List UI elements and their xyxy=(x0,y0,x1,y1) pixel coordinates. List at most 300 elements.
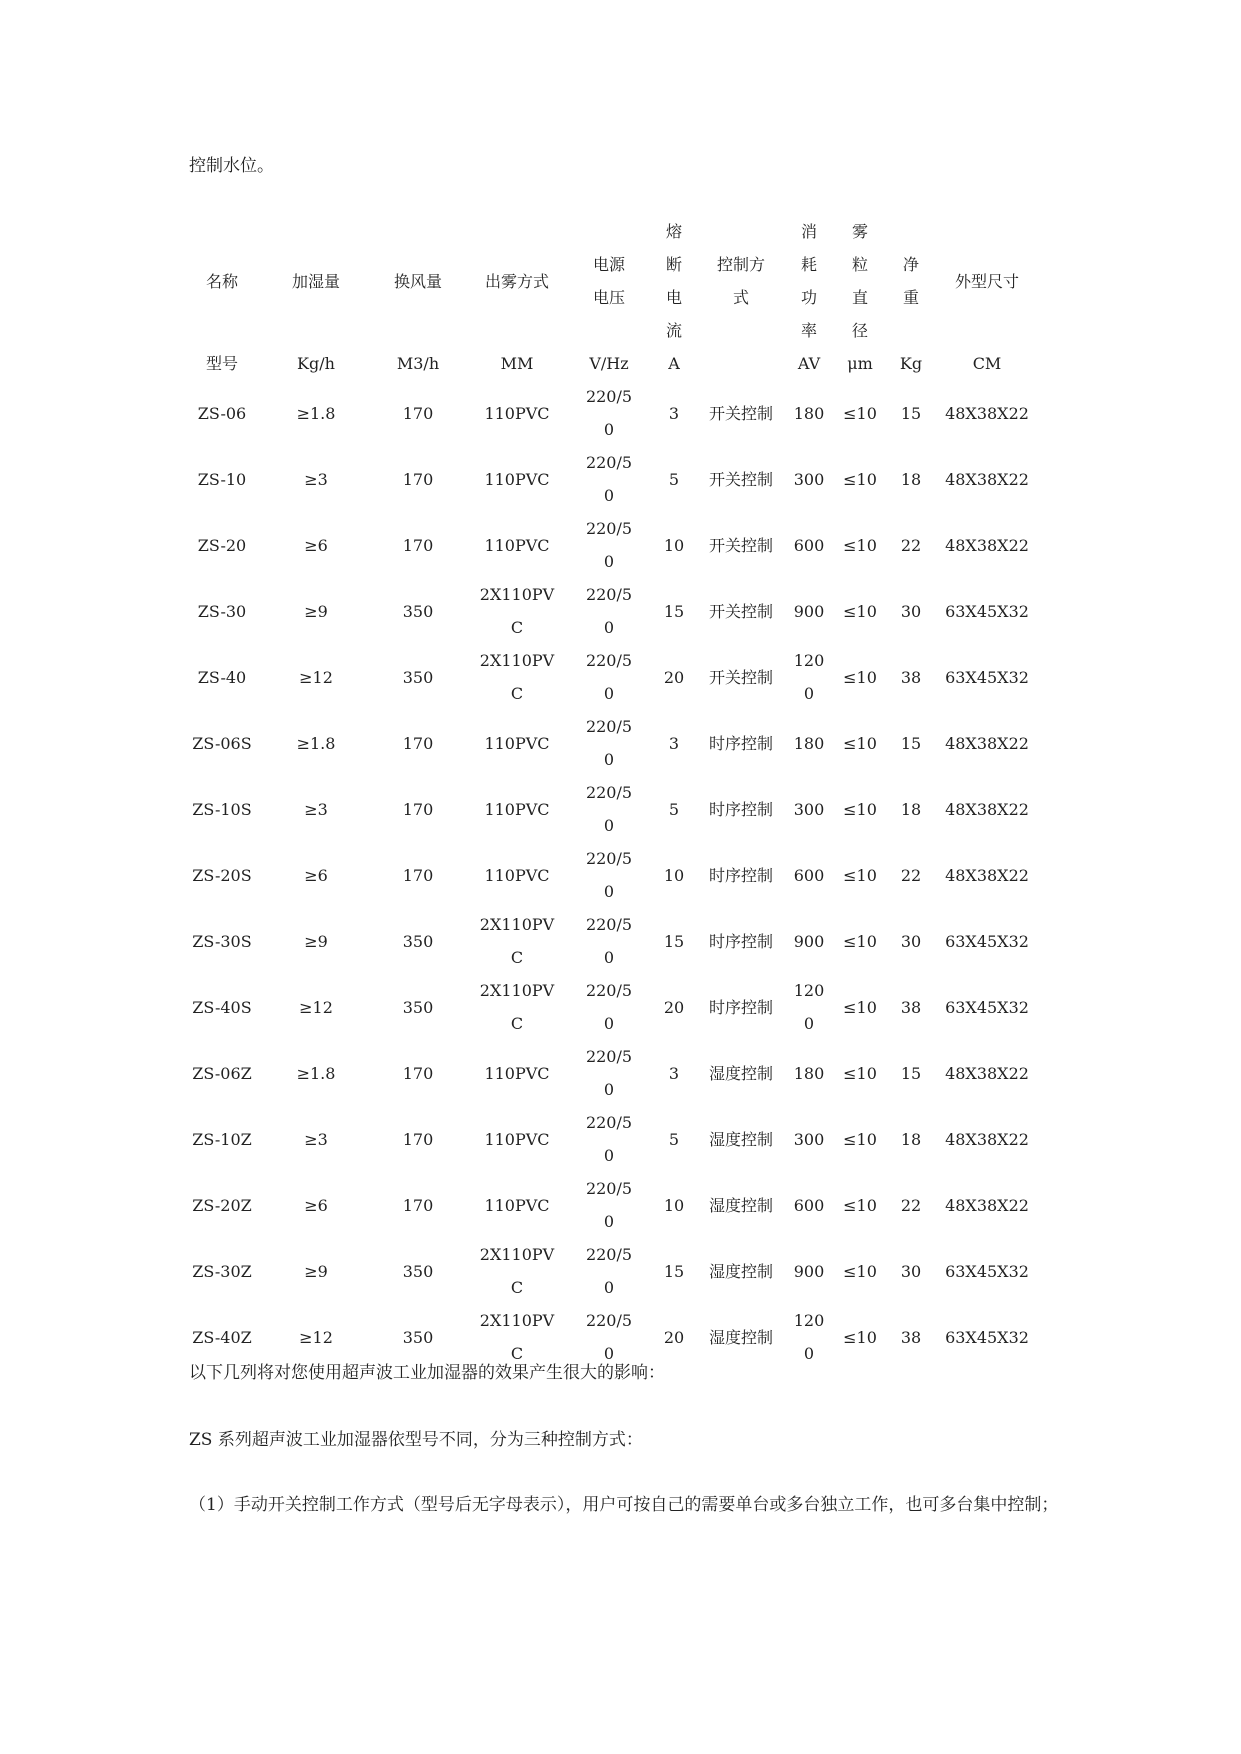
voltage-cell-text: 220/50 xyxy=(585,453,633,505)
control-mode-cell-text: 湿度控制 xyxy=(709,1261,774,1281)
humidification-cell-text: ≥12 xyxy=(299,1327,333,1347)
airflow-cell-text: 170 xyxy=(402,865,434,885)
voltage-cell-text: 220/50 xyxy=(585,519,633,571)
unit-cell: μm xyxy=(847,354,873,373)
fuse-cell xyxy=(652,446,696,512)
size-cell-text: 48X38X22 xyxy=(945,865,1029,885)
weight-cell-text: 38 xyxy=(900,1327,922,1347)
header-cell xyxy=(368,215,468,347)
weight-cell-text: 30 xyxy=(900,601,922,621)
power-cell xyxy=(786,1238,832,1304)
mist-outlet-cell xyxy=(468,1106,566,1172)
airflow-cell xyxy=(368,1238,468,1304)
weight-cell-text: 38 xyxy=(900,667,922,687)
size-cell-text: 48X38X22 xyxy=(945,403,1029,423)
unit-cell: 型号 xyxy=(205,354,238,373)
control-mode-cell xyxy=(696,908,786,974)
airflow-cell xyxy=(368,842,468,908)
mist-outlet-cell-text: 2X110PVC xyxy=(479,651,555,703)
model-cell-text: ZS-10 xyxy=(197,469,247,489)
weight-cell xyxy=(888,578,934,644)
voltage-cell xyxy=(566,1106,652,1172)
header-cell xyxy=(786,215,832,347)
model-cell xyxy=(180,908,264,974)
humidification-cell xyxy=(264,974,368,1040)
particle-cell-text: ≤10 xyxy=(843,931,877,951)
power-cell-text: 900 xyxy=(793,931,825,951)
weight-cell-text: 22 xyxy=(900,1195,922,1215)
particle-cell-text: ≤10 xyxy=(843,733,877,753)
airflow-cell-text: 350 xyxy=(402,931,434,951)
fuse-cell xyxy=(652,710,696,776)
airflow-cell xyxy=(368,1172,468,1238)
voltage-cell xyxy=(566,710,652,776)
fuse-cell xyxy=(652,512,696,578)
airflow-cell-text: 170 xyxy=(402,799,434,819)
humidification-cell-text: ≥1.8 xyxy=(296,733,336,753)
model-cell xyxy=(180,512,264,578)
size-cell-text: 48X38X22 xyxy=(945,1063,1029,1083)
voltage-cell xyxy=(566,974,652,1040)
weight-cell xyxy=(888,908,934,974)
size-cell-text: 63X45X32 xyxy=(945,1327,1029,1347)
voltage-cell xyxy=(566,842,652,908)
mist-outlet-cell-text: 2X110PVC xyxy=(479,585,555,637)
mist-outlet-cell xyxy=(468,710,566,776)
control-mode-cell-text: 开关控制 xyxy=(709,469,774,489)
mist-outlet-cell xyxy=(468,512,566,578)
humidification-cell xyxy=(264,908,368,974)
unit-row xyxy=(180,347,1040,380)
particle-cell-text: ≤10 xyxy=(843,1261,877,1281)
unit-cell: Kg/h xyxy=(297,354,335,373)
voltage-cell-text: 220/50 xyxy=(585,981,633,1033)
control-mode-cell xyxy=(696,446,786,512)
weight-cell xyxy=(888,776,934,842)
weight-cell-text: 22 xyxy=(900,865,922,885)
power-cell-text: 600 xyxy=(793,1195,825,1215)
power-cell xyxy=(786,710,832,776)
humidification-cell xyxy=(264,1238,368,1304)
fuse-cell xyxy=(652,974,696,1040)
particle-cell xyxy=(832,1106,888,1172)
power-cell-text: 180 xyxy=(793,733,825,753)
header-label: 名称 xyxy=(205,271,238,291)
power-cell-text: 900 xyxy=(793,1261,825,1281)
control-mode-cell xyxy=(696,1172,786,1238)
model-cell xyxy=(180,644,264,710)
power-cell xyxy=(786,1172,832,1238)
table-row xyxy=(180,974,1040,1040)
particle-cell-text: ≤10 xyxy=(843,601,877,621)
weight-cell-text: 22 xyxy=(900,535,922,555)
model-cell-text: ZS-10Z xyxy=(192,1129,252,1149)
control-mode-cell-text: 湿度控制 xyxy=(709,1195,774,1215)
particle-cell xyxy=(832,1238,888,1304)
table-row xyxy=(180,644,1040,710)
particle-cell xyxy=(832,1040,888,1106)
airflow-cell-text: 350 xyxy=(402,601,434,621)
power-cell-text: 600 xyxy=(793,865,825,885)
fuse-cell-text: 10 xyxy=(663,535,685,555)
model-cell-text: ZS-40 xyxy=(197,667,247,687)
particle-cell-text: ≤10 xyxy=(843,469,877,489)
size-cell xyxy=(934,446,1040,512)
mist-outlet-cell-text: 2X110PVC xyxy=(479,1245,555,1297)
weight-cell-text: 15 xyxy=(900,1063,922,1083)
control-mode-cell-text: 湿度控制 xyxy=(709,1129,774,1149)
mist-outlet-cell xyxy=(468,974,566,1040)
model-cell-text: ZS-40Z xyxy=(192,1327,252,1347)
mist-outlet-cell-text: 110PVC xyxy=(484,733,550,753)
voltage-cell-text: 220/50 xyxy=(585,387,633,439)
control-mode-cell-text: 开关控制 xyxy=(709,601,774,621)
size-cell-text: 48X38X22 xyxy=(945,1195,1029,1215)
weight-cell-text: 18 xyxy=(900,799,922,819)
model-cell xyxy=(180,710,264,776)
mist-outlet-cell xyxy=(468,908,566,974)
header-cell xyxy=(696,215,786,347)
control-mode-cell-text: 开关控制 xyxy=(709,667,774,687)
header-cell xyxy=(832,215,888,347)
size-cell xyxy=(934,710,1040,776)
fuse-cell xyxy=(652,578,696,644)
fuse-cell xyxy=(652,1106,696,1172)
particle-cell xyxy=(832,710,888,776)
fuse-cell-text: 20 xyxy=(663,1327,685,1347)
weight-cell xyxy=(888,446,934,512)
model-cell xyxy=(180,578,264,644)
fuse-cell-text: 20 xyxy=(663,667,685,687)
airflow-cell-text: 170 xyxy=(402,535,434,555)
fuse-cell xyxy=(652,1040,696,1106)
size-cell xyxy=(934,578,1040,644)
control-mode-cell xyxy=(696,710,786,776)
size-cell-text: 48X38X22 xyxy=(945,733,1029,753)
humidification-cell xyxy=(264,578,368,644)
size-cell-text: 63X45X32 xyxy=(945,997,1029,1017)
unit-cell: A xyxy=(668,354,680,373)
weight-cell xyxy=(888,1040,934,1106)
control-mode-cell xyxy=(696,380,786,446)
header-cell xyxy=(468,215,566,347)
size-cell xyxy=(934,1106,1040,1172)
voltage-cell xyxy=(566,776,652,842)
mist-outlet-cell-text: 110PVC xyxy=(484,865,550,885)
weight-cell xyxy=(888,842,934,908)
intro-text: 控制水位。 xyxy=(189,156,274,176)
particle-cell xyxy=(832,974,888,1040)
control-mode-cell-text: 时序控制 xyxy=(709,865,774,885)
unit-cell: Kg xyxy=(899,354,923,373)
fuse-cell-text: 20 xyxy=(663,997,685,1017)
model-cell xyxy=(180,1040,264,1106)
weight-cell-text: 18 xyxy=(900,1129,922,1149)
mist-outlet-cell-text: 110PVC xyxy=(484,469,550,489)
humidification-cell-text: ≥12 xyxy=(299,667,333,687)
weight-cell-text: 38 xyxy=(900,997,922,1017)
power-cell xyxy=(786,1106,832,1172)
particle-cell-text: ≤10 xyxy=(843,1327,877,1347)
fuse-cell-text: 3 xyxy=(668,403,680,423)
humidification-cell xyxy=(264,776,368,842)
fuse-cell-text: 10 xyxy=(663,865,685,885)
unit-cell: MM xyxy=(500,354,534,373)
fuse-cell-text: 10 xyxy=(663,1195,685,1215)
voltage-cell-text: 220/50 xyxy=(585,651,633,703)
header-cell xyxy=(264,215,368,347)
paragraph-manual-control: （1）手动开关控制工作方式（型号后无字母表示），用户可按自己的需要单台或多台独立工作，也可多台集中控制； xyxy=(189,1495,1059,1515)
model-cell-text: ZS-20 xyxy=(197,535,247,555)
humidification-cell-text: ≥3 xyxy=(304,469,328,489)
header-cell xyxy=(934,215,1040,347)
model-cell-text: ZS-06Z xyxy=(192,1063,252,1083)
table-row xyxy=(180,512,1040,578)
model-cell-text: ZS-20Z xyxy=(192,1195,252,1215)
mist-outlet-cell-text: 2X110PVC xyxy=(479,915,555,967)
power-cell-text: 300 xyxy=(793,1129,825,1149)
fuse-cell-text: 3 xyxy=(668,1063,680,1083)
model-cell xyxy=(180,446,264,512)
model-cell xyxy=(180,1172,264,1238)
header-label: 雾粒直径 xyxy=(851,222,868,340)
model-cell xyxy=(180,380,264,446)
control-mode-cell xyxy=(696,974,786,1040)
fuse-cell xyxy=(652,1238,696,1304)
control-mode-cell xyxy=(696,1106,786,1172)
weight-cell xyxy=(888,1238,934,1304)
control-mode-cell xyxy=(696,512,786,578)
particle-cell xyxy=(832,842,888,908)
particle-cell xyxy=(832,578,888,644)
voltage-cell xyxy=(566,1238,652,1304)
power-cell xyxy=(786,380,832,446)
humidification-cell xyxy=(264,710,368,776)
size-cell-text: 48X38X22 xyxy=(945,469,1029,489)
model-cell-text: ZS-40S xyxy=(192,997,252,1017)
fuse-cell-text: 5 xyxy=(668,1129,680,1149)
header-label: 出雾方式 xyxy=(484,271,549,291)
control-mode-cell xyxy=(696,1040,786,1106)
model-cell-text: ZS-30S xyxy=(192,931,252,951)
mist-outlet-cell xyxy=(468,1238,566,1304)
size-cell-text: 63X45X32 xyxy=(945,601,1029,621)
airflow-cell-text: 170 xyxy=(402,469,434,489)
voltage-cell xyxy=(566,578,652,644)
voltage-cell xyxy=(566,512,652,578)
mist-outlet-cell xyxy=(468,842,566,908)
header-label: 消耗功率 xyxy=(800,222,817,340)
particle-cell-text: ≤10 xyxy=(843,535,877,555)
fuse-cell-text: 5 xyxy=(668,469,680,489)
size-cell xyxy=(934,776,1040,842)
fuse-cell-text: 15 xyxy=(663,601,685,621)
size-cell xyxy=(934,1238,1040,1304)
size-cell-text: 63X45X32 xyxy=(945,931,1029,951)
fuse-cell-text: 15 xyxy=(663,1261,685,1281)
power-cell xyxy=(786,578,832,644)
humidification-cell-text: ≥1.8 xyxy=(296,403,336,423)
mist-outlet-cell-text: 110PVC xyxy=(484,1063,550,1083)
header-label: 净重 xyxy=(902,255,919,307)
header-cell xyxy=(652,215,696,347)
size-cell-text: 48X38X22 xyxy=(945,799,1029,819)
power-cell-text: 180 xyxy=(793,1063,825,1083)
size-cell-text: 63X45X32 xyxy=(945,667,1029,687)
mist-outlet-cell-text: 110PVC xyxy=(484,799,550,819)
weight-cell-text: 18 xyxy=(900,469,922,489)
particle-cell-text: ≤10 xyxy=(843,1063,877,1083)
size-cell xyxy=(934,974,1040,1040)
airflow-cell xyxy=(368,710,468,776)
header-cell xyxy=(888,215,934,347)
size-cell-text: 63X45X32 xyxy=(945,1261,1029,1281)
particle-cell-text: ≤10 xyxy=(843,403,877,423)
size-cell-text: 48X38X22 xyxy=(945,1129,1029,1149)
header-label: 换风量 xyxy=(393,271,442,291)
particle-cell xyxy=(832,908,888,974)
airflow-cell xyxy=(368,974,468,1040)
fuse-cell xyxy=(652,1172,696,1238)
control-mode-cell xyxy=(696,644,786,710)
voltage-cell-text: 220/50 xyxy=(585,1179,633,1231)
mist-outlet-cell-text: 110PVC xyxy=(484,403,550,423)
mist-outlet-cell-text: 110PVC xyxy=(484,1195,550,1215)
model-cell-text: ZS-06S xyxy=(192,733,252,753)
table-row xyxy=(180,1106,1040,1172)
airflow-cell-text: 350 xyxy=(402,667,434,687)
control-mode-cell-text: 时序控制 xyxy=(709,997,774,1017)
mist-outlet-cell xyxy=(468,1172,566,1238)
model-cell xyxy=(180,1238,264,1304)
power-cell xyxy=(786,644,832,710)
table-row xyxy=(180,1172,1040,1238)
size-cell xyxy=(934,1040,1040,1106)
unit-cell xyxy=(696,347,786,380)
airflow-cell-text: 170 xyxy=(402,1063,434,1083)
particle-cell xyxy=(832,512,888,578)
fuse-cell xyxy=(652,776,696,842)
weight-cell xyxy=(888,1106,934,1172)
weight-cell xyxy=(888,512,934,578)
table-row xyxy=(180,710,1040,776)
mist-outlet-cell-text: 2X110PVC xyxy=(479,981,555,1033)
model-cell-text: ZS-10S xyxy=(192,799,252,819)
model-cell xyxy=(180,1106,264,1172)
weight-cell xyxy=(888,710,934,776)
control-mode-cell xyxy=(696,578,786,644)
weight-cell-text: 15 xyxy=(900,733,922,753)
unit-cell: AV xyxy=(797,354,821,373)
control-mode-cell-text: 湿度控制 xyxy=(709,1063,774,1083)
model-cell-text: ZS-06 xyxy=(197,403,247,423)
airflow-cell xyxy=(368,1040,468,1106)
fuse-cell-text: 5 xyxy=(668,799,680,819)
power-cell-text: 600 xyxy=(793,535,825,555)
airflow-cell xyxy=(368,446,468,512)
power-cell xyxy=(786,842,832,908)
header-row xyxy=(180,215,1040,347)
power-cell xyxy=(786,908,832,974)
mist-outlet-cell-text: 2X110PVC xyxy=(479,1311,555,1363)
power-cell-text: 900 xyxy=(793,601,825,621)
spec-table xyxy=(180,215,1040,1370)
voltage-cell-text: 220/50 xyxy=(585,717,633,769)
table-row xyxy=(180,842,1040,908)
humidification-cell xyxy=(264,380,368,446)
particle-cell-text: ≤10 xyxy=(843,1129,877,1149)
power-cell-text: 1200 xyxy=(793,981,825,1033)
table-row xyxy=(180,908,1040,974)
header-label: 外型尺寸 xyxy=(954,271,1019,291)
control-mode-cell-text: 时序控制 xyxy=(709,799,774,819)
size-cell xyxy=(934,1172,1040,1238)
header-label: 电源电压 xyxy=(592,255,625,307)
voltage-cell-text: 220/50 xyxy=(585,915,633,967)
humidification-cell xyxy=(264,842,368,908)
humidification-cell-text: ≥9 xyxy=(304,931,328,951)
airflow-cell-text: 350 xyxy=(402,1327,434,1347)
humidification-cell-text: ≥3 xyxy=(304,1129,328,1149)
airflow-cell xyxy=(368,380,468,446)
humidification-cell-text: ≥12 xyxy=(299,997,333,1017)
mist-outlet-cell xyxy=(468,578,566,644)
unit-cell: CM xyxy=(972,354,1002,373)
power-cell-text: 180 xyxy=(793,403,825,423)
weight-cell xyxy=(888,1172,934,1238)
mist-outlet-cell-text: 110PVC xyxy=(484,535,550,555)
model-cell xyxy=(180,974,264,1040)
humidification-cell-text: ≥9 xyxy=(304,1261,328,1281)
weight-cell xyxy=(888,644,934,710)
fuse-cell xyxy=(652,842,696,908)
model-cell-text: ZS-20S xyxy=(192,865,252,885)
size-cell xyxy=(934,644,1040,710)
weight-cell xyxy=(888,380,934,446)
airflow-cell xyxy=(368,776,468,842)
airflow-cell xyxy=(368,644,468,710)
humidification-cell-text: ≥6 xyxy=(304,1195,328,1215)
table-row xyxy=(180,1238,1040,1304)
particle-cell-text: ≤10 xyxy=(843,865,877,885)
power-cell xyxy=(786,446,832,512)
power-cell xyxy=(786,776,832,842)
weight-cell xyxy=(888,974,934,1040)
control-mode-cell-text: 开关控制 xyxy=(709,535,774,555)
humidification-cell-text: ≥6 xyxy=(304,865,328,885)
humidification-cell xyxy=(264,512,368,578)
airflow-cell-text: 170 xyxy=(402,733,434,753)
table-row xyxy=(180,380,1040,446)
size-cell xyxy=(934,908,1040,974)
power-cell xyxy=(786,512,832,578)
paragraph-effects: 以下几列将对您使用超声波工业加湿器的效果产生很大的影响： xyxy=(189,1363,665,1383)
header-label: 加湿量 xyxy=(291,271,340,291)
voltage-cell-text: 220/50 xyxy=(585,849,633,901)
model-cell xyxy=(180,842,264,908)
humidification-cell-text: ≥3 xyxy=(304,799,328,819)
particle-cell xyxy=(832,446,888,512)
humidification-cell xyxy=(264,1106,368,1172)
model-cell-text: ZS-30Z xyxy=(192,1261,252,1281)
particle-cell xyxy=(832,644,888,710)
size-cell xyxy=(934,380,1040,446)
mist-outlet-cell-text: 110PVC xyxy=(484,1129,550,1149)
mist-outlet-cell xyxy=(468,380,566,446)
airflow-cell-text: 350 xyxy=(402,997,434,1017)
voltage-cell-text: 220/50 xyxy=(585,1047,633,1099)
mist-outlet-cell xyxy=(468,776,566,842)
